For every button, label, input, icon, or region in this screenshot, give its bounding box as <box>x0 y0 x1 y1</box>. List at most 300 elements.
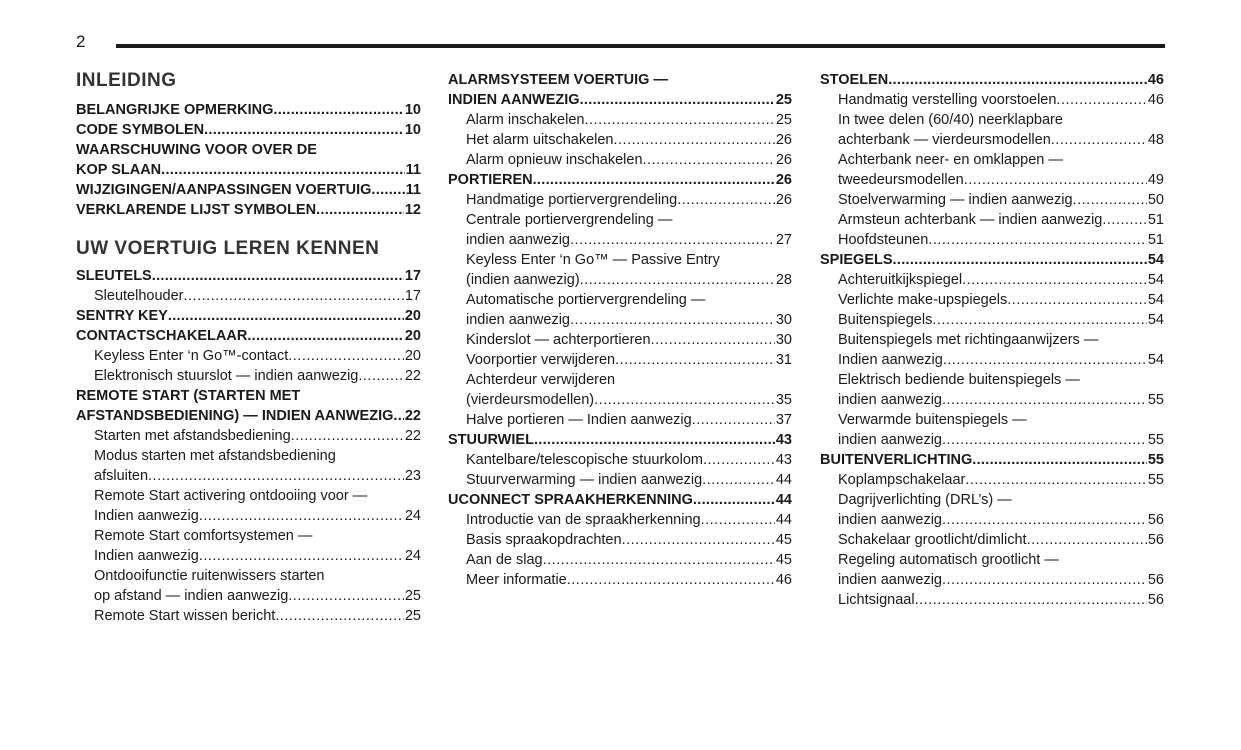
toc-entry-title-line: indien aanwezig <box>466 232 570 248</box>
toc-entry-row <box>838 570 1164 590</box>
toc-entry-title-line: Ontdooifunctie ruitenwissers starten <box>94 568 325 584</box>
toc-entry-title-line: Regeling automatisch grootlicht — <box>838 552 1059 568</box>
toc-page-number: 25 <box>404 588 421 604</box>
toc-entry-row <box>448 430 792 450</box>
toc-subentry[interactable] <box>448 470 792 490</box>
toc-page-number: 22 <box>404 428 421 444</box>
dot-leader <box>393 406 403 426</box>
toc-entry-row <box>838 430 1164 450</box>
toc-page-number: 12 <box>404 202 421 218</box>
toc-page-number: 54 <box>1147 312 1164 328</box>
toc-entry-row <box>466 550 792 570</box>
toc-entry-row <box>466 110 792 130</box>
toc-entry-title-line: Voorportier verwijderen <box>466 352 616 368</box>
toc-heading-entry[interactable] <box>76 180 421 200</box>
toc-page-number: 45 <box>775 552 792 568</box>
dot-leader <box>580 90 775 110</box>
toc-page-number: 26 <box>775 172 792 188</box>
toc-entry-row <box>820 250 1164 270</box>
toc-entry-title-line: Elektronisch stuurslot — indien aanwezig <box>94 368 359 384</box>
toc-page-number: 20 <box>404 348 421 364</box>
toc-entry-row <box>838 270 1164 290</box>
toc-page-number: 24 <box>404 548 421 564</box>
toc-entry-title-line: indien aanwezig <box>838 392 942 408</box>
toc-page-number: 54 <box>1147 352 1164 368</box>
toc-subentry[interactable] <box>820 470 1164 490</box>
toc-entry-row <box>466 310 792 330</box>
toc-page-number: 56 <box>1147 512 1164 528</box>
toc-entry-row <box>838 90 1164 110</box>
toc-entry-title-line: Meer informatie <box>466 572 567 588</box>
toc-heading-entry[interactable] <box>76 266 421 286</box>
toc-entry-title-line: Verwarmde buitenspiegels — <box>838 412 1027 428</box>
dot-leader <box>928 230 1147 250</box>
header-rule <box>116 44 1165 48</box>
toc-entry-title-line: Remote Start wissen bericht <box>94 608 276 624</box>
toc-entry-row <box>76 160 421 180</box>
dot-leader <box>703 450 775 470</box>
toc-entry-row <box>466 350 792 370</box>
toc-entry-row <box>94 466 421 486</box>
toc-entry-row <box>94 426 421 446</box>
toc-entry-title-line: CODE SYMBOLEN <box>76 122 205 138</box>
toc-entry-row <box>94 286 421 306</box>
dot-leader <box>148 466 404 486</box>
toc-entry-title-line: Remote Start activering ontdooiing voor — <box>94 488 368 504</box>
toc-subentry[interactable] <box>448 130 792 150</box>
toc-subentry[interactable] <box>448 110 792 130</box>
toc-entry-title-line: indien aanwezig <box>838 432 942 448</box>
toc-subentry[interactable] <box>820 270 1164 290</box>
toc-entry-title-line: Sleutelhouder <box>94 288 184 304</box>
dot-leader <box>371 180 404 200</box>
toc-entry-title-line: Koplampschakelaar <box>838 472 966 488</box>
toc-entry-row <box>838 590 1164 610</box>
toc-page-number: 37 <box>775 412 792 428</box>
toc-entry-row <box>466 530 792 550</box>
toc-subentry[interactable] <box>448 510 792 530</box>
toc-entry-row <box>76 180 421 200</box>
dot-leader <box>316 200 404 220</box>
toc-entry-row <box>448 170 792 190</box>
toc-entry-title-line: Lichtsignaal <box>838 592 915 608</box>
toc-entry-title-line: STOELEN <box>820 72 889 88</box>
dot-leader <box>965 470 1147 490</box>
toc-entry-row <box>838 210 1164 230</box>
toc-entry-title-line: Automatische portiervergrendeling — <box>466 292 706 308</box>
toc-page-number: 56 <box>1147 572 1164 588</box>
dot-leader <box>275 606 404 626</box>
toc-entry-row <box>76 306 421 326</box>
toc-heading-entry[interactable] <box>820 450 1164 470</box>
toc-page-number: 26 <box>775 192 792 208</box>
toc-page-number: 55 <box>1147 392 1164 408</box>
toc-entry-title-line: BELANGRIJKE OPMERKING <box>76 102 274 118</box>
toc-entry-title-line: Alarm opnieuw inschakelen <box>466 152 643 168</box>
toc-heading-entry[interactable] <box>448 430 792 450</box>
toc-entry-title-line: Alarm inschakelen <box>466 112 585 128</box>
toc-page-number: 23 <box>404 468 421 484</box>
toc-entry-row <box>466 130 792 150</box>
toc-page-number: 43 <box>775 452 792 468</box>
toc-page-number: 55 <box>1147 432 1164 448</box>
toc-entry-title-line: Kinderslot — achterportieren <box>466 332 651 348</box>
toc-subentry[interactable] <box>448 350 792 370</box>
toc-subentry[interactable] <box>820 90 1164 110</box>
toc-entry-row <box>838 130 1164 150</box>
dot-leader <box>152 266 404 286</box>
toc-heading-entry[interactable] <box>820 250 1164 270</box>
toc-page-number: 45 <box>775 532 792 548</box>
toc-page-number: 31 <box>775 352 792 368</box>
toc-entry-title-line: Indien aanwezig <box>94 508 199 524</box>
toc-page-number: 51 <box>1147 232 1164 248</box>
toc-entry-title-line: Starten met afstandsbediening <box>94 428 291 444</box>
dot-leader <box>199 546 404 566</box>
toc-subentry[interactable] <box>820 530 1164 550</box>
toc-entry-title-line: Dagrijverlichting (DRL’s) — <box>838 492 1012 508</box>
dot-leader <box>677 190 775 210</box>
toc-entry-title-line: Het alarm uitschakelen <box>466 132 614 148</box>
dot-leader <box>291 426 404 446</box>
toc-page-number: 25 <box>775 112 792 128</box>
toc-entry-title-line: Verlichte make-upspiegels <box>838 292 1008 308</box>
toc-entry-title-line: Indien aanwezig <box>838 352 943 368</box>
toc-entry-row <box>466 390 792 410</box>
toc-entry-title-line: Centrale portiervergrendeling — <box>466 212 673 228</box>
toc-entry-row <box>838 190 1164 210</box>
toc-entry-row <box>838 510 1164 530</box>
toc-page-number: 30 <box>775 332 792 348</box>
toc-heading-entry[interactable] <box>76 326 421 346</box>
toc-entry-row <box>466 570 792 590</box>
toc-subentry[interactable] <box>76 566 421 606</box>
toc-page-number: 11 <box>405 162 421 178</box>
toc-entry-row <box>76 120 421 140</box>
dot-leader <box>942 390 1147 410</box>
toc-page-number: 55 <box>1147 452 1164 468</box>
toc-subentry[interactable] <box>76 426 421 446</box>
toc-page-number: 51 <box>1147 212 1164 228</box>
toc-heading-entry[interactable] <box>76 306 421 326</box>
toc-entry-title-line: AFSTANDSBEDIENING) — INDIEN AANWEZIG <box>76 408 394 424</box>
toc-entry-row <box>94 346 421 366</box>
toc-entry-row <box>838 310 1164 330</box>
toc-subentry[interactable] <box>448 410 792 430</box>
toc-subentry[interactable] <box>820 310 1164 330</box>
dot-leader <box>543 550 775 570</box>
toc-list <box>76 266 421 626</box>
toc-entry-title-line: afsluiten <box>94 468 149 484</box>
toc-subentry[interactable] <box>820 550 1164 590</box>
toc-page-number: 56 <box>1147 592 1164 608</box>
toc-subentry[interactable] <box>820 490 1164 530</box>
toc-entry-title-line: Halve portieren — Indien aanwezig <box>466 412 692 428</box>
toc-subentry[interactable] <box>448 570 792 590</box>
toc-page-number: 26 <box>775 152 792 168</box>
dot-leader <box>942 430 1147 450</box>
toc-subentry[interactable] <box>448 450 792 470</box>
toc-heading-entry[interactable] <box>76 100 421 120</box>
toc-entry-title-line: In twee delen (60/40) neerklapbare <box>838 112 1063 128</box>
toc-entry-title-line: PORTIEREN <box>448 172 533 188</box>
dot-leader <box>893 250 1147 270</box>
dot-leader <box>567 570 775 590</box>
toc-entry-title-line: Buitenspiegels met richtingaanwijzers — <box>838 332 1099 348</box>
toc-entry-row <box>838 170 1164 190</box>
toc-entry-title-line: Handmatig verstelling voorstoelen <box>838 92 1057 108</box>
toc-entry-title-line: VERKLARENDE LIJST SYMBOLEN <box>76 202 317 218</box>
toc-subentry[interactable] <box>448 250 792 290</box>
toc-entry-row <box>466 510 792 530</box>
toc-subentry[interactable] <box>820 230 1164 250</box>
toc-entry-title-line: Keyless Enter ‘n Go™-contact <box>94 348 289 364</box>
toc-entry-row <box>448 90 792 110</box>
toc-entry-title-line: WAARSCHUWING VOOR OVER DE <box>76 142 317 158</box>
dot-leader <box>942 570 1147 590</box>
toc-entry-row <box>94 546 421 566</box>
toc-entry-row <box>76 266 421 286</box>
toc-subentry[interactable] <box>820 190 1164 210</box>
toc-subentry[interactable] <box>76 526 421 566</box>
toc-page-number: 54 <box>1147 252 1164 268</box>
dot-leader <box>1073 190 1147 210</box>
toc-page-number: 30 <box>775 312 792 328</box>
toc-entry-title-line: Achteruitkijkspiegel <box>838 272 963 288</box>
section-title-inleiding: INLEIDING <box>76 70 177 91</box>
toc-entry-title-line: (vierdeursmodellen) <box>466 392 595 408</box>
toc-entry-row <box>838 390 1164 410</box>
toc-entry-row <box>466 450 792 470</box>
toc-entry-row <box>838 350 1164 370</box>
toc-entry-title-line: STUURWIEL <box>448 432 534 448</box>
toc-entry-row <box>820 450 1164 470</box>
toc-subentry[interactable] <box>76 446 421 486</box>
dot-leader <box>622 530 775 550</box>
dot-leader <box>534 430 775 450</box>
toc-entry-title-line: Achterdeur verwijderen <box>466 372 616 388</box>
toc-page-number: 26 <box>775 132 792 148</box>
toc-subentry[interactable] <box>448 530 792 550</box>
toc-entry-row <box>838 530 1164 550</box>
dot-leader <box>972 450 1147 470</box>
toc-page-number: 55 <box>1147 472 1164 488</box>
toc-entry-title-line: Elektrisch bediende buitenspiegels — <box>838 372 1080 388</box>
toc-entry-row <box>466 270 792 290</box>
toc-entry-row <box>94 366 421 386</box>
toc-subentry[interactable] <box>820 110 1164 150</box>
toc-entry-title-line: indien aanwezig <box>838 572 942 588</box>
toc-page-number: 44 <box>775 472 792 488</box>
toc-entry-title-line: Hoofdsteunen <box>838 232 929 248</box>
toc-entry-title-line: Introductie van de spraakherkenning <box>466 512 701 528</box>
toc-subentry[interactable] <box>448 330 792 350</box>
dot-leader <box>580 270 775 290</box>
dot-leader <box>1007 290 1147 310</box>
toc-heading-entry[interactable] <box>448 70 792 110</box>
dot-leader <box>247 326 404 346</box>
toc-entry-title-line: op afstand — indien aanwezig <box>94 588 289 604</box>
dot-leader <box>614 130 775 150</box>
dot-leader <box>942 510 1147 530</box>
toc-subentry[interactable] <box>820 290 1164 310</box>
toc-entry-row <box>838 470 1164 490</box>
dot-leader <box>594 390 775 410</box>
toc-page-number: 20 <box>404 308 421 324</box>
toc-page-number: 11 <box>405 182 421 198</box>
section-title-uw-voertuig: UW VOERTUIG LEREN KENNEN <box>76 238 380 259</box>
dot-leader <box>932 310 1147 330</box>
toc-page-number: 22 <box>404 368 421 384</box>
toc-page-number: 46 <box>1147 92 1164 108</box>
toc-subentry[interactable] <box>448 290 792 330</box>
toc-heading-entry[interactable] <box>820 70 1164 90</box>
toc-page-number: 27 <box>775 232 792 248</box>
dot-leader <box>1027 530 1147 550</box>
toc-entry-row <box>76 406 421 426</box>
toc-entry-title-line: Buitenspiegels <box>838 312 933 328</box>
toc-page-number: 48 <box>1147 132 1164 148</box>
toc-list <box>76 100 421 220</box>
toc-entry-title-line: REMOTE START (STARTEN MET <box>76 388 301 404</box>
toc-entry-row <box>76 326 421 346</box>
toc-entry-title-line: Basis spraakopdrachten <box>466 532 622 548</box>
dot-leader <box>204 120 404 140</box>
toc-entry-row <box>466 410 792 430</box>
toc-subentry[interactable] <box>76 366 421 386</box>
dot-leader <box>643 150 775 170</box>
toc-entry-row <box>466 230 792 250</box>
dot-leader <box>273 100 403 120</box>
toc-entry-title-line: Keyless Enter ‘n Go™ — Passive Entry <box>466 252 720 268</box>
toc-subentry[interactable] <box>820 150 1164 190</box>
toc-page-number: 22 <box>404 408 421 424</box>
dot-leader <box>288 346 404 366</box>
toc-page-number: 35 <box>775 392 792 408</box>
toc-entry-title-line: achterbank — vierdeursmodellen <box>838 132 1051 148</box>
dot-leader <box>184 286 404 306</box>
dot-leader <box>964 170 1147 190</box>
toc-heading-entry[interactable] <box>76 200 421 220</box>
toc-page-number: 25 <box>775 92 792 108</box>
toc-heading-entry[interactable] <box>76 140 421 180</box>
toc-entry-row <box>94 586 421 606</box>
toc-column-1 <box>76 70 421 626</box>
toc-page-number: 44 <box>775 492 792 508</box>
toc-subentry[interactable] <box>820 370 1164 410</box>
toc-page-number: 17 <box>404 268 421 284</box>
toc-entry-row <box>76 100 421 120</box>
toc-heading-entry[interactable] <box>448 490 792 510</box>
toc-subentry[interactable] <box>820 210 1164 230</box>
toc-page-number: 28 <box>775 272 792 288</box>
toc-subentry[interactable] <box>820 410 1164 450</box>
dot-leader <box>533 170 775 190</box>
toc-subentry[interactable] <box>820 590 1164 610</box>
dot-leader <box>701 510 775 530</box>
toc-subentry[interactable] <box>76 286 421 306</box>
toc-entry-title-line: BUITENVERLICHTING <box>820 452 973 468</box>
dot-leader <box>168 306 404 326</box>
toc-subentry[interactable] <box>448 550 792 570</box>
dot-leader <box>692 410 775 430</box>
toc-page-number: 54 <box>1147 292 1164 308</box>
dot-leader <box>161 160 405 180</box>
toc-heading-entry[interactable] <box>76 120 421 140</box>
toc-entry-title-line: CONTACTSCHAKELAAR <box>76 328 248 344</box>
toc-heading-entry[interactable] <box>448 170 792 190</box>
toc-entry-title-line: Schakelaar grootlicht/dimlicht <box>838 532 1027 548</box>
toc-entry-title-line: Kantelbare/telescopische stuurkolom <box>466 452 703 468</box>
toc-page-number: 25 <box>404 608 421 624</box>
toc-entry-title-line: Remote Start comfortsystemen — <box>94 528 313 544</box>
toc-entry-title-line: KOP SLAAN <box>76 162 162 178</box>
toc-page-number: 43 <box>775 432 792 448</box>
toc-entry-title-line: (indien aanwezig) <box>466 272 580 288</box>
toc-heading-entry[interactable] <box>76 386 421 426</box>
dot-leader <box>693 490 775 510</box>
toc-column-3 <box>820 70 1164 610</box>
dot-leader <box>584 110 774 130</box>
dot-leader <box>651 330 775 350</box>
toc-entry-title-line: Aan de slag <box>466 552 543 568</box>
toc-entry-title-line: Armsteun achterbank — indien aanwezig <box>838 212 1103 228</box>
toc-subentry[interactable] <box>448 210 792 250</box>
toc-entry-row <box>448 490 792 510</box>
dot-leader <box>358 366 404 386</box>
toc-subentry[interactable] <box>76 606 421 626</box>
toc-entry-row <box>466 150 792 170</box>
toc-page-number: 54 <box>1147 272 1164 288</box>
dot-leader <box>288 586 404 606</box>
toc-entry-title-line: Stoelverwarming — indien aanwezig <box>838 192 1073 208</box>
toc-subentry[interactable] <box>448 370 792 410</box>
dot-leader <box>1051 130 1147 150</box>
dot-leader <box>570 310 775 330</box>
toc-entry-row <box>466 470 792 490</box>
toc-subentry[interactable] <box>448 150 792 170</box>
toc-page-number: 24 <box>404 508 421 524</box>
toc-entry-title-line: SLEUTELS <box>76 268 152 284</box>
dot-leader <box>199 506 404 526</box>
toc-entry-row <box>466 190 792 210</box>
toc-subentry[interactable] <box>76 346 421 366</box>
toc-page-number: 49 <box>1147 172 1164 188</box>
toc-subentry[interactable] <box>820 330 1164 370</box>
toc-entry-row <box>76 200 421 220</box>
toc-entry-title-line: INDIEN AANWEZIG <box>448 92 580 108</box>
page-number: 2 <box>76 32 86 51</box>
toc-entry-row <box>94 506 421 526</box>
toc-page-number: 56 <box>1147 532 1164 548</box>
toc-entry-row <box>466 330 792 350</box>
toc-entry-title-line: indien aanwezig <box>466 312 570 328</box>
dot-leader <box>943 350 1147 370</box>
dot-leader <box>615 350 775 370</box>
toc-entry-row <box>820 70 1164 90</box>
toc-page-number: 50 <box>1147 192 1164 208</box>
dot-leader <box>1056 90 1146 110</box>
toc-entry-row <box>94 606 421 626</box>
toc-subentry[interactable] <box>76 486 421 526</box>
toc-column-2 <box>448 70 792 590</box>
toc-entry-title-line: Modus starten met afstandsbediening <box>94 448 336 464</box>
toc-subentry[interactable] <box>448 190 792 210</box>
dot-leader <box>888 70 1147 90</box>
dot-leader <box>1102 210 1146 230</box>
toc-entry-title-line: SENTRY KEY <box>76 308 168 324</box>
dot-leader <box>570 230 775 250</box>
